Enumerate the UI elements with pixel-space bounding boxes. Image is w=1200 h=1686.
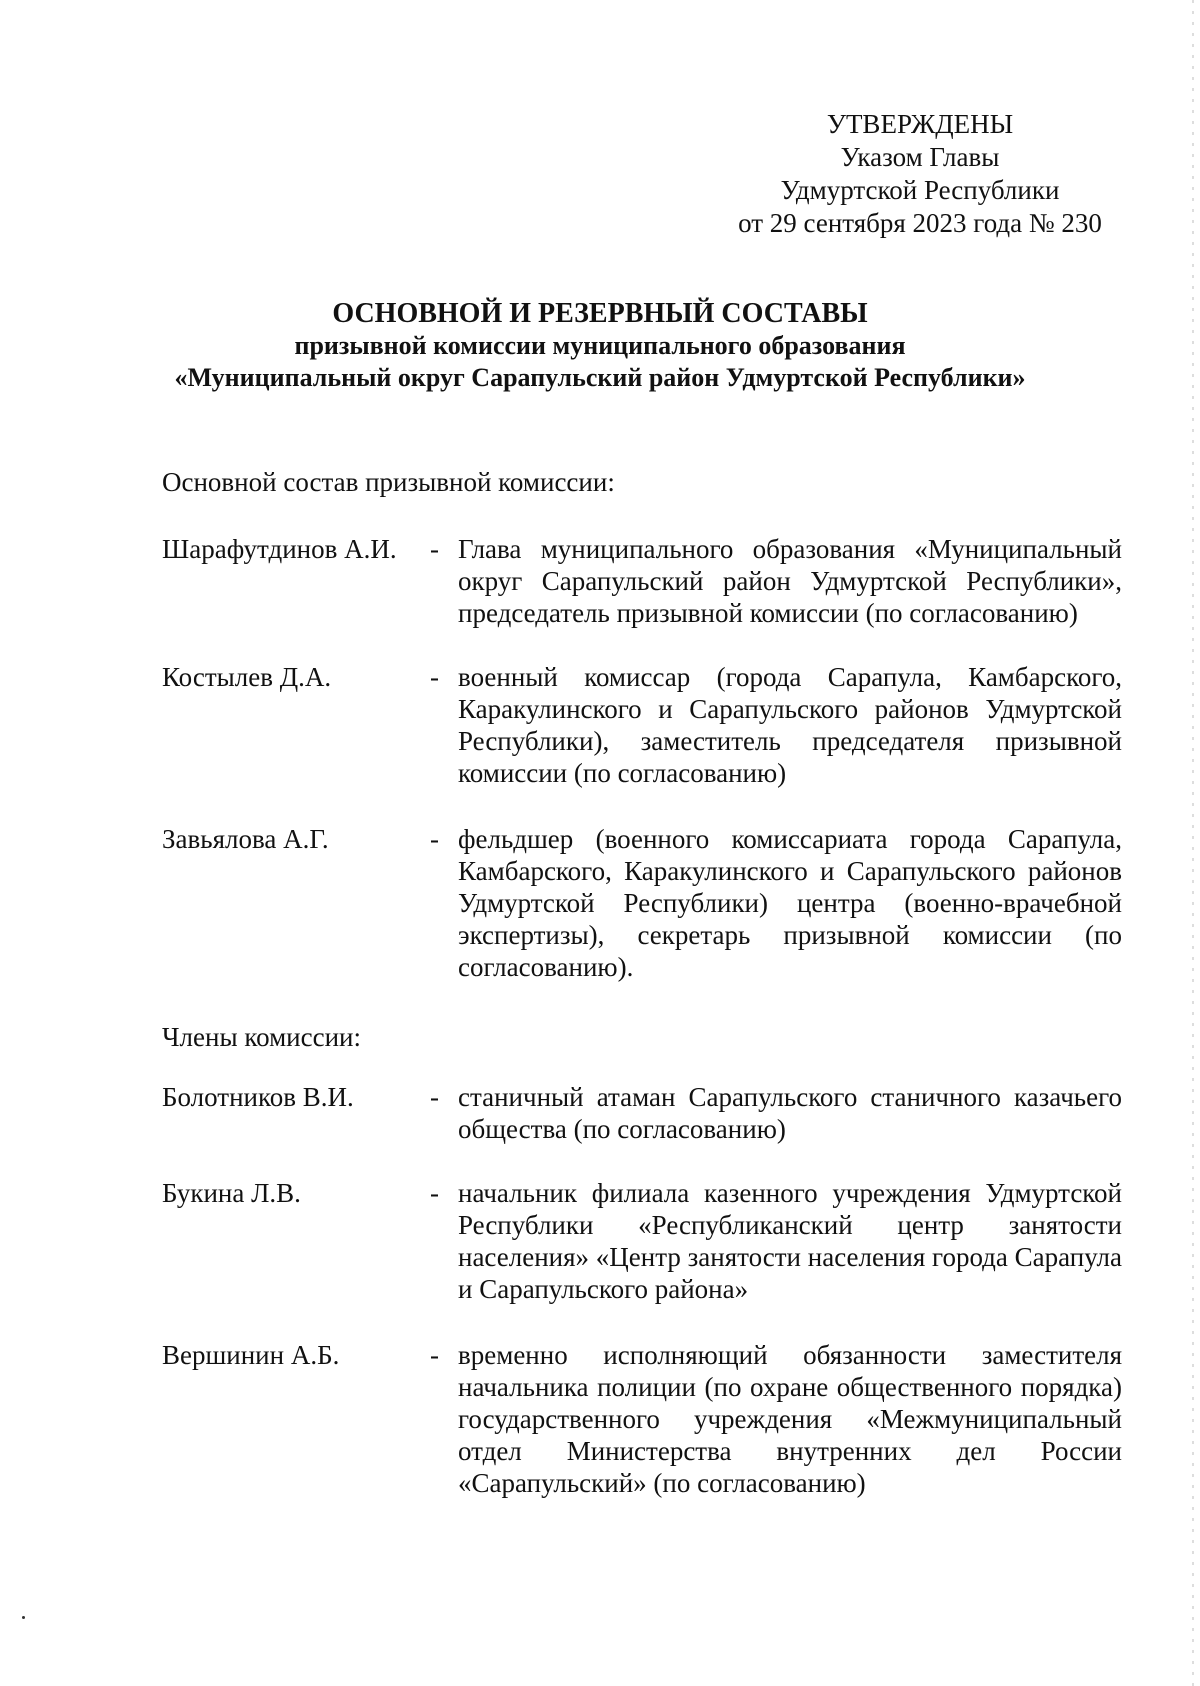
main-composition-label: Основной состав призывной комиссии: bbox=[162, 467, 615, 497]
scan-speck bbox=[22, 1616, 25, 1619]
member-role: временно исполняющий обязанности заместителя начальника полиции (по охране общественного порядка) государственного учреждения «Межмуниципальный отдел Министерства внутренних дел России «Сарапульский» (по согласованию) bbox=[458, 1340, 1122, 1498]
member-name: Болотников В.И. bbox=[162, 1082, 354, 1112]
approval-line-approved: УТВЕРЖДЕНЫ bbox=[826, 109, 1014, 139]
member-role: начальник филиала казенного учреждения Удмуртской Республики «Республиканский центр занятости населения» «Центр занятости населения города Сарапула и Сарапульского района» bbox=[458, 1178, 1122, 1304]
member-name: Шарафутдинов А.И. bbox=[162, 534, 397, 564]
member-dash: - bbox=[430, 534, 439, 564]
approval-line-republic: Удмуртской Республики bbox=[780, 175, 1060, 205]
member-dash: - bbox=[430, 1178, 439, 1208]
member-dash: - bbox=[430, 662, 439, 692]
document-subtitle-1: призывной комиссии муниципального образования bbox=[294, 331, 906, 360]
document-title: ОСНОВНОЙ И РЕЗЕРВНЫЙ СОСТАВЫ bbox=[332, 298, 868, 329]
member-role: станичный атаман Сарапульского станичного казачьего общества (по согласованию) bbox=[458, 1082, 1122, 1144]
member-role: фельдшер (военного комиссариата города Сарапула, Камбарского, Каракулинского и Сарапульского районов Удмуртской Республики) центра (военно-врачебной экспертизы), секретарь призывной комиссии (по согласованию). bbox=[458, 824, 1122, 982]
document-heading bbox=[100, 298, 1100, 394]
approval-stamp-block bbox=[720, 108, 1120, 240]
member-name: Вершинин А.Б. bbox=[162, 1340, 340, 1370]
member-name: Букина Л.В. bbox=[162, 1178, 301, 1208]
approval-line-decree: Указом Главы bbox=[840, 142, 1000, 172]
member-name: Костылев Д.А. bbox=[162, 662, 332, 692]
document-subtitle-2: «Муниципальный округ Сарапульский район Удмуртской Республики» bbox=[174, 363, 1026, 392]
member-name: Завьялова А.Г. bbox=[162, 824, 329, 854]
approval-line-date: от 29 сентября 2023 года № 230 bbox=[738, 208, 1102, 238]
member-dash: - bbox=[430, 1340, 439, 1370]
member-dash: - bbox=[430, 824, 439, 854]
member-role: Глава муниципального образования «Муниципальный округ Сарапульский район Удмуртской Республики», председатель призывной комиссии (по согласованию) bbox=[458, 534, 1122, 628]
member-role: военный комиссар (города Сарапула, Камбарского, Каракулинского и Сарапульского районов Удмуртской Республики), заместитель председателя призывной комиссии (по согласованию) bbox=[458, 662, 1122, 788]
scan-edge-artifact bbox=[1192, 0, 1194, 1686]
commission-members-label: Члены комиссии: bbox=[162, 1022, 361, 1052]
member-dash: - bbox=[430, 1082, 439, 1112]
